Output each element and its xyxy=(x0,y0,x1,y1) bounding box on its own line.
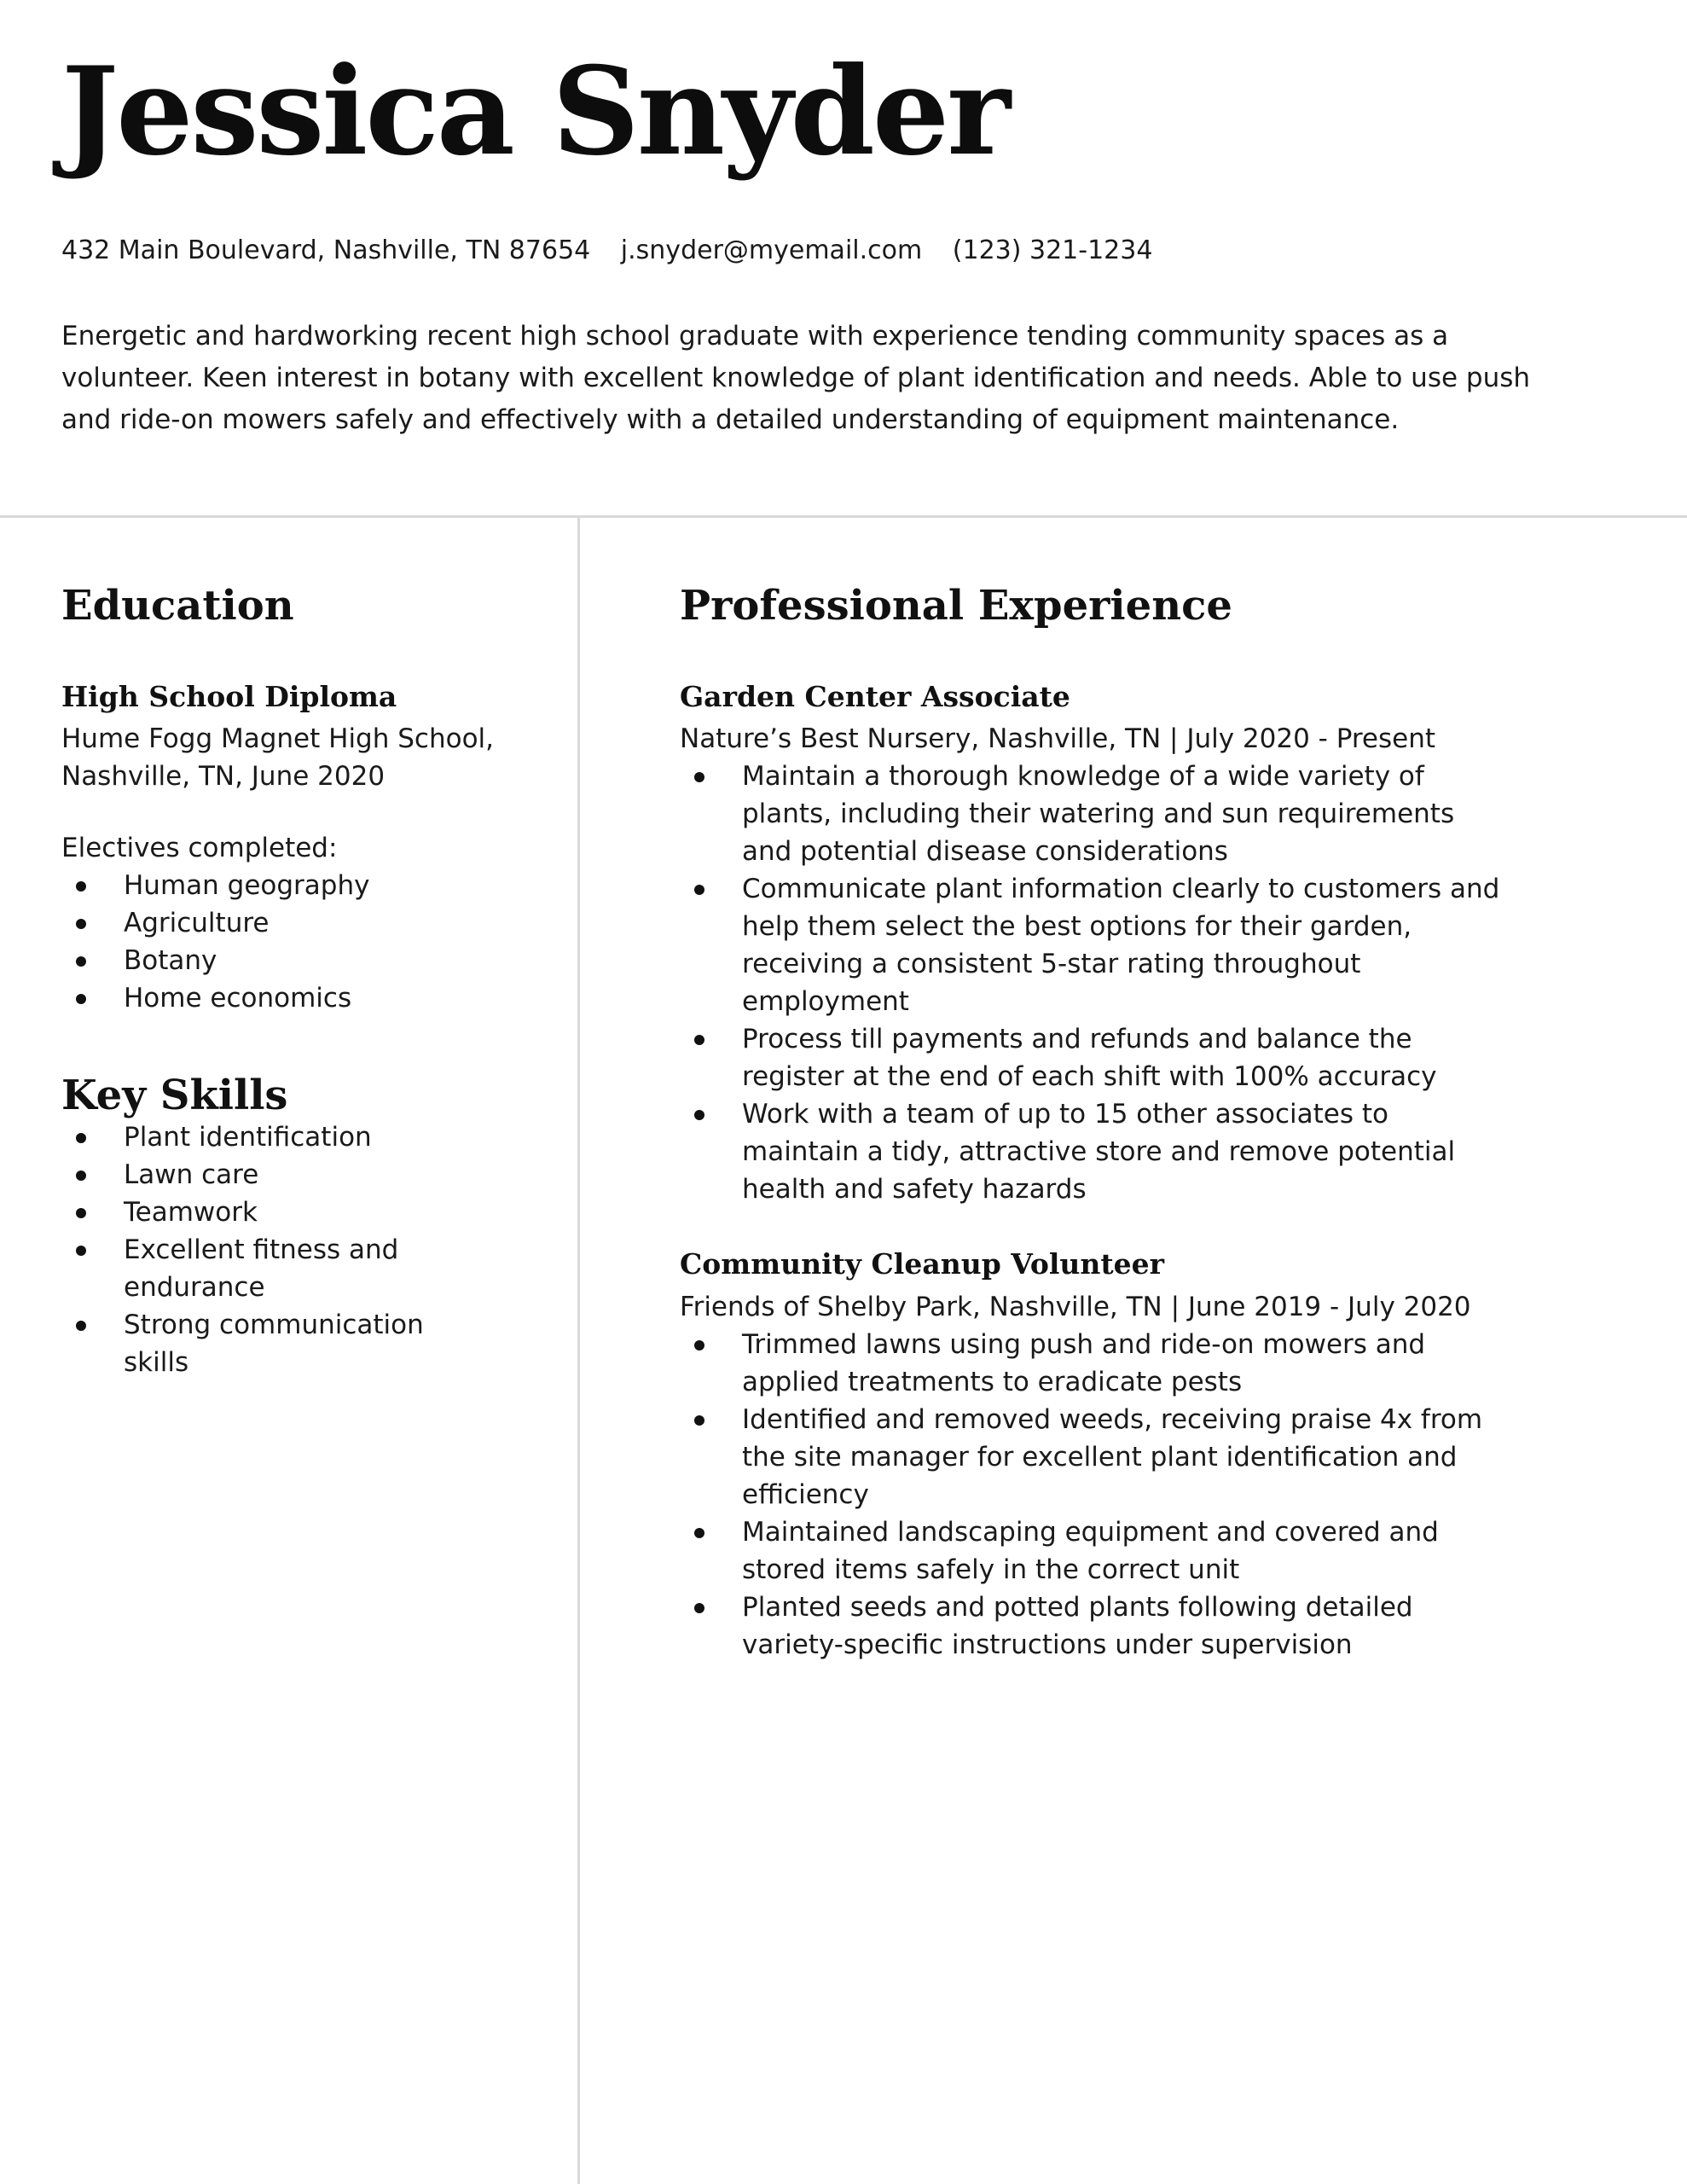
candidate-name: Jessica Snyder xyxy=(61,41,1009,183)
horizontal-divider xyxy=(0,515,1687,518)
list-item: Botany xyxy=(61,942,556,979)
phone: (123) 321-1234 xyxy=(952,235,1153,265)
list-item: Maintain a thorough knowledge of a wide variety of plants, including their watering and sun requirements and potential disease considerations xyxy=(680,758,1510,870)
job-meta: Nature’s Best Nursery, Nashville, TN | July 2020 - Present xyxy=(680,723,1436,755)
right-column xyxy=(680,584,1533,1664)
list-item: Human geography xyxy=(61,867,556,904)
profile-summary: Energetic and hardworking recent high school graduate with experience tending community spaces as a volunteer. Keen interest in botany with excellent knowledge of plant identification and needs. Able to use push and ride-on mowers safely and effectively with a detailed understanding of equipment maintenance. xyxy=(61,321,1531,435)
list-item: Lawn care xyxy=(61,1156,482,1194)
education-heading: Education xyxy=(61,582,294,630)
job-entry xyxy=(680,680,1533,1209)
left-column xyxy=(61,584,556,1381)
job-title: Garden Center Associate xyxy=(680,679,1070,713)
list-item: Plant identification xyxy=(61,1118,482,1156)
list-item: Excellent fitness and endurance xyxy=(61,1231,482,1306)
resume-header xyxy=(61,41,1614,441)
list-item: Agriculture xyxy=(61,904,556,942)
degree-title: High School Diploma xyxy=(61,679,397,713)
list-item: Process till payments and refunds and balance the register at the end of each shift with 100% accuracy xyxy=(680,1020,1510,1095)
list-item: Home economics xyxy=(61,979,556,1017)
electives-list xyxy=(61,867,556,1017)
list-item: Strong communication skills xyxy=(61,1306,482,1381)
skills-list xyxy=(61,1118,556,1381)
list-item: Teamwork xyxy=(61,1194,482,1231)
job-title: Community Cleanup Volunteer xyxy=(680,1247,1164,1281)
list-item: Planted seeds and potted plants following detailed variety-specific instructions under supervision xyxy=(680,1589,1510,1664)
address: 432 Main Boulevard, Nashville, TN 87654 xyxy=(61,235,591,265)
experience-section xyxy=(680,584,1533,1664)
list-item: Work with a team of up to 15 other associates to maintain a tidy, attractive store and remove potential health and safety hazards xyxy=(680,1095,1510,1208)
job-entry xyxy=(680,1247,1533,1664)
skills-section xyxy=(61,1073,556,1381)
email: j.snyder@myemail.com xyxy=(620,235,923,265)
skills-heading: Key Skills xyxy=(61,1072,288,1120)
job-bullets xyxy=(680,1326,1533,1664)
vertical-divider xyxy=(577,515,580,2184)
job-bullets xyxy=(680,758,1533,1208)
list-item: Trimmed lawns using push and ride-on mowers and applied treatments to eradicate pests xyxy=(680,1326,1510,1401)
electives-label: Electives completed: xyxy=(61,833,338,864)
list-item: Maintained landscaping equipment and covered and stored items safely in the correct unit xyxy=(680,1513,1510,1589)
job-meta: Friends of Shelby Park, Nashville, TN | June 2019 - July 2020 xyxy=(680,1291,1471,1322)
list-item: Communicate plant information clearly to customers and help them select the best options for their garden, receiving a consistent 5-star rating throughout employment xyxy=(680,870,1510,1020)
contact-line xyxy=(61,235,1614,266)
education-section xyxy=(61,584,556,1017)
school-info: Hume Fogg Magnet High School, Nashville, TN, June 2020 xyxy=(61,723,495,793)
experience-heading: Professional Experience xyxy=(680,582,1232,630)
list-item: Identified and removed weeds, receiving praise 4x from the site manager for excellent plant identification and efficiency xyxy=(680,1401,1510,1513)
